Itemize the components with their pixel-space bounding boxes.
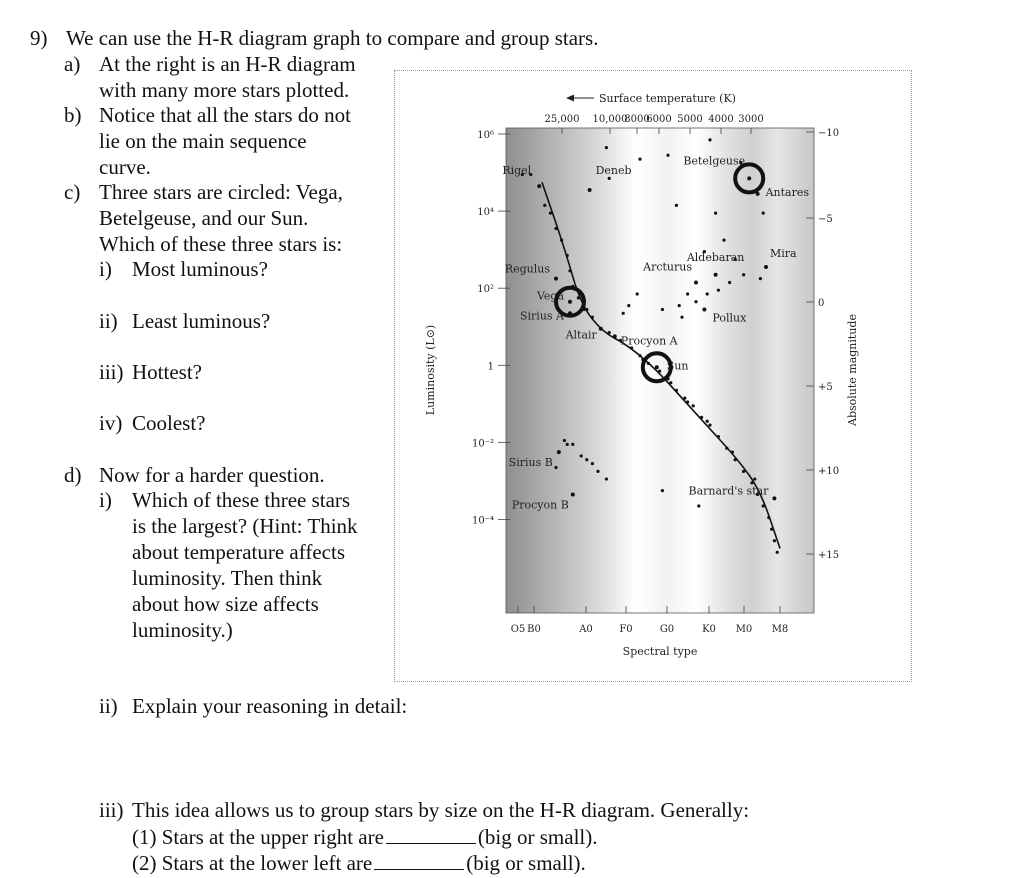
question-number: 9) — [30, 26, 48, 50]
line1-suffix: (big or small). — [477, 825, 598, 849]
star-name-label: Procyon A — [620, 334, 678, 348]
star-point — [770, 528, 773, 531]
star-point — [554, 227, 557, 230]
part-d-i-line: about how size affects — [132, 592, 319, 616]
part-c-item-marker: i) — [99, 257, 112, 281]
part-b-marker: b) — [64, 103, 82, 127]
labeled-star-point — [764, 265, 768, 269]
star-point — [697, 504, 700, 507]
star-point — [706, 292, 709, 295]
top-tick-label: 8000 — [624, 114, 650, 125]
part-b-line: Notice that all the stars do not — [99, 103, 351, 127]
part-a-line: At the right is an H-R diagram — [99, 52, 356, 76]
top-tick-label: 6000 — [646, 114, 672, 125]
star-point — [678, 304, 681, 307]
part-c-item-text: Most luminous? — [132, 257, 268, 281]
star-point — [734, 458, 737, 461]
part-d-i-marker: i) — [99, 488, 112, 512]
star-point — [725, 447, 728, 450]
right-tick-label: +5 — [818, 382, 833, 393]
part-c-line: Three stars are circled: Vega, — [99, 180, 343, 204]
labeled-star-point — [714, 273, 718, 277]
labeled-star-point — [588, 188, 592, 192]
part-d-ii-marker: ii) — [99, 694, 118, 718]
part-d-marker: d) — [64, 463, 82, 487]
part-d-iii-line1 — [132, 825, 597, 848]
star-name-label: Arcturus — [643, 260, 692, 274]
part-c-item-text: Least luminous? — [132, 309, 271, 333]
star-point — [591, 462, 594, 465]
star-point — [692, 404, 695, 407]
star-point — [708, 423, 711, 426]
line1-prefix: (1) Stars at the upper right are — [132, 825, 384, 849]
part-c-item-marker: ii) — [99, 309, 118, 333]
part-a-marker: a) — [64, 52, 81, 76]
star-point — [675, 389, 678, 392]
star-name-label: Deneb — [595, 163, 632, 177]
right-tick-label: +15 — [818, 550, 840, 561]
left-tick-label: 10² — [477, 284, 494, 296]
left-tick-label: 10⁻² — [471, 438, 494, 450]
bottom-tick-label: O5 — [510, 624, 526, 635]
left-tick-label: 1 — [487, 361, 494, 373]
part-d-i-line: about temperature affects — [132, 540, 346, 564]
part-b-line: curve. — [99, 155, 151, 179]
star-point — [596, 470, 599, 473]
labeled-star-point — [772, 496, 776, 500]
top-axis-arrow — [566, 95, 594, 102]
star-point — [767, 516, 770, 519]
star-name-label: Barnard's star — [688, 484, 769, 498]
star-name-label: Altair — [565, 328, 597, 342]
star-point — [700, 416, 703, 419]
labeled-star-point — [557, 450, 561, 454]
star-point — [742, 273, 745, 276]
part-d-iii-line2 — [132, 851, 586, 874]
star-point — [571, 443, 574, 446]
line2-prefix: (2) Stars at the lower left are — [132, 851, 373, 875]
star-point — [717, 435, 720, 438]
part-a-line: with many more stars plotted. — [99, 78, 350, 102]
top-axis-label: Surface temperature (K) — [599, 92, 736, 105]
part-d-i-line: is the largest? (Hint: Think — [132, 514, 358, 538]
bottom-tick-label: G0 — [659, 624, 675, 635]
labeled-star-point — [571, 492, 575, 496]
star-point — [753, 477, 756, 480]
star-point — [560, 238, 563, 241]
star-point — [647, 362, 650, 365]
labeled-star-point — [702, 307, 706, 311]
bottom-tick-label: B0 — [527, 624, 541, 635]
star-point — [759, 277, 762, 280]
bottom-tick-label: M0 — [735, 624, 753, 635]
line2-suffix: (big or small). — [466, 851, 586, 875]
question-title: We can use the H-R diagram graph to compare and group stars. — [66, 26, 599, 50]
star-point — [563, 439, 566, 442]
top-tick-label: 25,000 — [544, 114, 580, 125]
star-point — [728, 281, 731, 284]
star-point — [638, 158, 641, 161]
star-point — [608, 177, 611, 180]
part-d-i-line: luminosity.) — [132, 618, 233, 642]
right-tick-label: +10 — [818, 466, 840, 477]
labeled-star-point — [613, 334, 617, 338]
star-point — [608, 331, 611, 334]
star-point — [605, 146, 608, 149]
star-name-label: Procyon B — [511, 498, 569, 512]
star-point — [714, 211, 717, 214]
hr-diagram — [394, 70, 912, 682]
star-point — [605, 477, 608, 480]
star-point — [694, 300, 697, 303]
star-point — [622, 312, 625, 315]
star-point — [638, 354, 641, 357]
star-point — [742, 470, 745, 473]
star-point — [543, 204, 546, 207]
part-d-iii-text: This idea allows us to group stars by size on the H-R diagram. Generally: — [132, 798, 750, 822]
star-point — [661, 308, 664, 311]
star-point — [627, 304, 630, 307]
right-tick-label: −10 — [818, 128, 840, 139]
star-point — [776, 551, 779, 554]
labeled-star-point — [537, 184, 541, 188]
star-point — [708, 138, 711, 141]
part-c-marker: c) — [64, 180, 81, 204]
part-c-line: Betelgeuse, and our Sun. — [99, 206, 309, 230]
star-point — [680, 316, 683, 319]
top-tick-label: 10,000 — [592, 114, 628, 125]
labeled-star-point — [568, 300, 572, 304]
star-point — [661, 489, 664, 492]
right-axis-label: Absolute magnitude — [846, 314, 859, 426]
star-point — [762, 504, 765, 507]
part-c-item-text: Hottest? — [132, 360, 202, 384]
part-c-line: Which of these three stars is: — [99, 232, 343, 256]
labeled-star-point — [554, 277, 558, 281]
star-name-label: Vega — [536, 289, 564, 303]
right-tick-label: 0 — [818, 298, 825, 309]
part-d-i-line: Which of these three stars — [132, 488, 351, 512]
star-name-label: Regulus — [504, 262, 550, 276]
left-tick-label: 10⁻⁴ — [471, 515, 494, 527]
star-name-label: Sirius A — [520, 309, 564, 323]
bottom-tick-label: A0 — [579, 624, 593, 635]
part-d-iii-marker: iii) — [99, 798, 124, 822]
part-c-item-text: Coolest? — [132, 411, 206, 435]
part-d-line: Now for a harder question. — [99, 463, 325, 487]
star-point — [591, 316, 594, 319]
star-point — [585, 308, 588, 311]
top-tick-label: 3000 — [738, 114, 764, 125]
star-point — [580, 454, 583, 457]
star-point — [577, 296, 580, 299]
part-d-i-line: luminosity. Then think — [132, 566, 323, 590]
star-name-label: Mira — [770, 247, 797, 261]
star-point — [675, 204, 678, 207]
part-c-item-marker: iv) — [99, 411, 123, 435]
star-point — [706, 420, 709, 423]
bottom-tick-label: K0 — [702, 624, 716, 635]
star-point — [717, 289, 720, 292]
part-b-line: lie on the main sequence — [99, 129, 307, 153]
star-point — [731, 450, 734, 453]
top-tick-label: 4000 — [708, 114, 734, 125]
star-point — [722, 238, 725, 241]
star-point — [585, 458, 588, 461]
star-name-label: Aldebaran — [686, 250, 745, 264]
star-point — [568, 269, 571, 272]
left-tick-label: 10⁶ — [477, 130, 494, 141]
left-tick-label: 10⁴ — [477, 207, 494, 219]
star-point — [658, 370, 661, 373]
star-point — [762, 211, 765, 214]
star-point — [669, 381, 672, 384]
answer-blank[interactable] — [374, 851, 464, 870]
star-point — [773, 539, 776, 542]
labeled-star-point — [694, 280, 698, 284]
right-tick-label: −5 — [818, 214, 833, 225]
star-name-label: Pollux — [712, 311, 747, 325]
star-point — [554, 466, 557, 469]
star-point — [666, 154, 669, 157]
part-d-ii-text: Explain your reasoning in detail: — [132, 694, 408, 718]
star-name-label: Sun — [666, 359, 689, 373]
star-point — [566, 254, 569, 257]
y-axis-label: Luminosity (L⊙) — [424, 324, 437, 416]
star-point — [549, 211, 552, 214]
bottom-tick-label: F0 — [619, 624, 633, 635]
top-tick-label: 5000 — [677, 114, 703, 125]
star-point — [686, 400, 689, 403]
star-point — [683, 397, 686, 400]
labeled-star-point — [747, 176, 751, 180]
star-name-label: Antares — [765, 185, 810, 199]
x-axis-label: Spectral type — [622, 645, 698, 658]
labeled-star-point — [655, 365, 659, 369]
answer-blank[interactable] — [386, 825, 476, 844]
star-point — [686, 292, 689, 295]
bottom-tick-label: M8 — [771, 624, 789, 635]
star-name-label: Rigel — [502, 164, 532, 178]
star-name-label: Betelgeuse — [683, 154, 746, 168]
arrow-head — [566, 95, 574, 102]
star-name-label: Sirius B — [508, 456, 553, 470]
labeled-star-point — [599, 327, 603, 331]
part-c-item-marker: iii) — [99, 360, 124, 384]
star-point — [636, 292, 639, 295]
star-point — [566, 443, 569, 446]
